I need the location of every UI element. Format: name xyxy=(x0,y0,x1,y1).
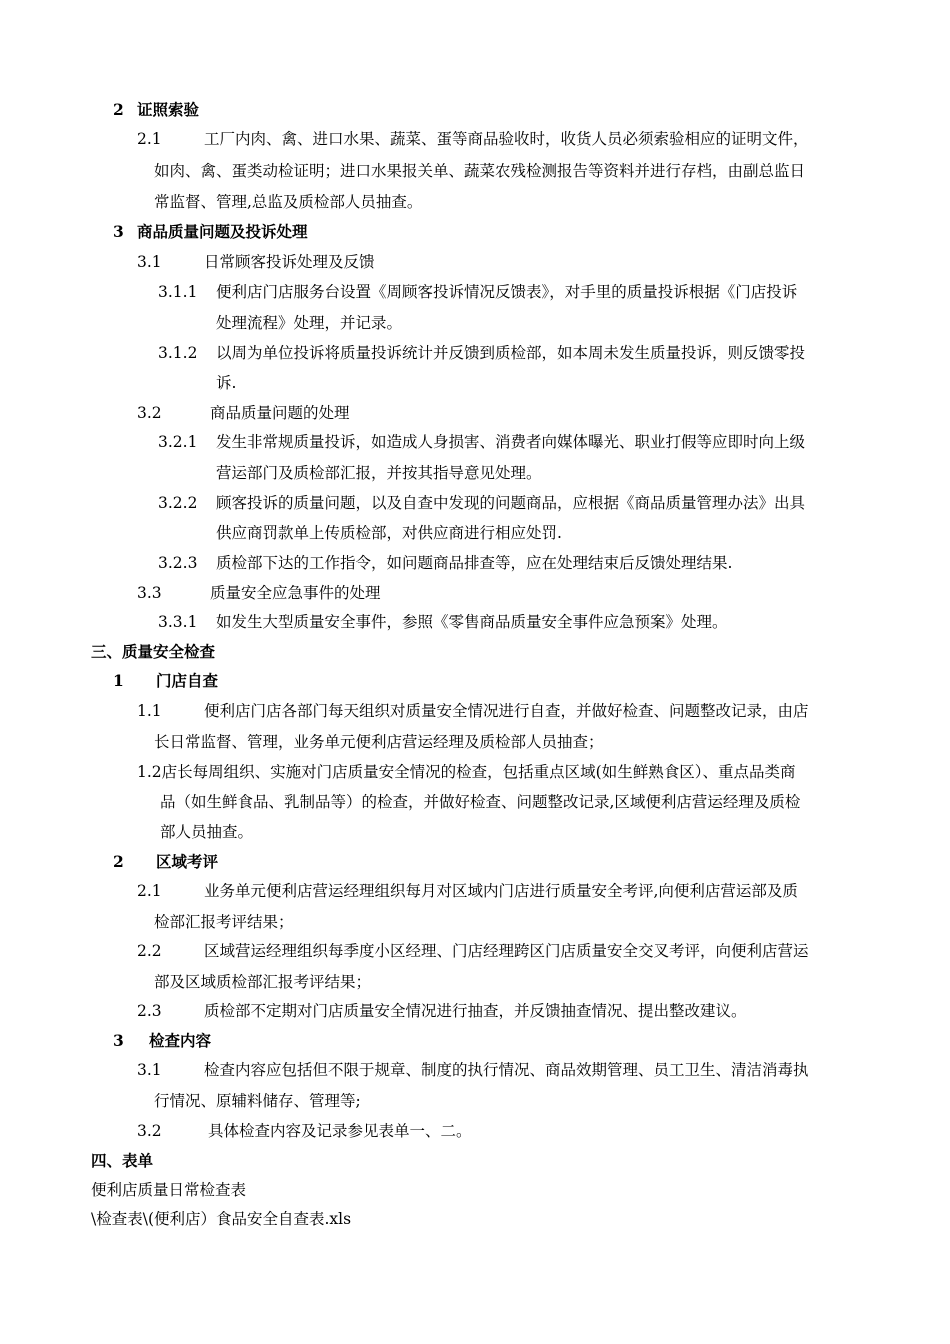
section-heading: 商品质量问题及投诉处理 xyxy=(137,222,308,241)
item-number: 3.2.3 xyxy=(158,554,198,572)
paragraph-line: 具体检查内容及记录参见表单一、二。 xyxy=(208,1122,472,1140)
paragraph-line: 行情况、原辅料储存、管理等; xyxy=(154,1092,361,1110)
section-number: 2 xyxy=(113,852,124,871)
paragraph-line: 发生非常规质量投诉，如造成人身损害、消费者向媒体曝光、职业打假等应即时向上级 xyxy=(216,433,806,451)
subsection-heading: 质量安全应急事件的处理 xyxy=(210,584,381,602)
paragraph-line: 质检部下达的工作指令，如问题商品排查等，应在处理结束后反馈处理结果. xyxy=(216,554,733,572)
paragraph-line: 处理流程》处理，并记录。 xyxy=(216,314,403,332)
paragraph-line: 区域营运经理组织每季度小区经理、门店经理跨区门店质量安全交叉考评，向便利店营运 xyxy=(204,942,809,960)
item-number: 3.1.1 xyxy=(158,283,198,301)
item-number: 3.2 xyxy=(137,404,162,422)
item-number: 2.3 xyxy=(137,1002,162,1020)
section-heading: 证照索验 xyxy=(137,100,200,119)
paragraph-line: 如发生大型质量安全事件，参照《零售商品质量安全事件应急预案》处理。 xyxy=(216,613,728,631)
paragraph-line: 工厂内肉、禽、进口水果、蔬菜、蛋等商品验收时，收货人员必须索验相应的证明文件， xyxy=(204,130,809,148)
paragraph-line: 质检部不定期对门店质量安全情况进行抽查，并反馈抽查情况、提出整改建议。 xyxy=(204,1002,747,1020)
section-number: 1 xyxy=(113,671,124,690)
item-number: 2.1 xyxy=(137,882,162,900)
item-number: 2.1 xyxy=(137,130,162,148)
paragraph-line: 营运部门及质检部汇报，并按其指导意见处理。 xyxy=(216,464,542,482)
file-link[interactable]: \检查表\(便利店）食品安全自查表.xls xyxy=(91,1210,352,1228)
paragraph-line: 供应商罚款单上传质检部，对供应商进行相应处罚. xyxy=(216,524,562,542)
paragraph-line: 便利店门店服务台设置《周顾客投诉情况反馈表》，对手里的质量投诉根据《门店投诉 xyxy=(216,283,798,301)
paragraph-line: 部及区域质检部汇报考评结果； xyxy=(154,973,372,991)
item-number: 3.2.1 xyxy=(158,433,198,451)
paragraph-line: 以周为单位投诉将质量投诉统计并反馈到质检部，如本周未发生质量投诉，则反馈零投 xyxy=(216,344,806,362)
paragraph-line: 业务单元便利店营运经理组织每月对区域内门店进行质量安全考评,向便利店营运部及质 xyxy=(204,882,798,900)
paragraph-line: 品（如生鲜食品、乳制品等）的检查，并做好检查、问题整改记录,区域便利店营运经理及质检 xyxy=(160,793,801,811)
item-number: 3.2.2 xyxy=(158,494,198,512)
subsection-heading: 商品质量问题的处理 xyxy=(210,404,350,422)
paragraph-line: 长日常监督、管理，业务单元便利店营运经理及质检部人员抽查； xyxy=(154,733,604,751)
item-number: 3.1 xyxy=(137,253,162,271)
item-number: 3.1.2 xyxy=(158,344,198,362)
paragraph-line: 诉. xyxy=(216,374,237,392)
paragraph-line: 常监督、管理,总监及质检部人员抽查。 xyxy=(154,193,423,211)
section-number: 2 xyxy=(113,100,124,119)
form-title: 便利店质量日常检查表 xyxy=(91,1181,247,1199)
section-heading: 检查内容 xyxy=(149,1031,212,1050)
paragraph-line: 部人员抽查。 xyxy=(160,823,254,841)
item-number: 3.3 xyxy=(137,584,162,602)
chapter-heading: 四、表单 xyxy=(91,1151,154,1170)
paragraph-line: 1.2店长每周组织、实施对门店质量安全情况的检查，包括重点区域(如生鲜熟食区）、重点品类商 xyxy=(137,763,796,781)
subsection-heading: 日常顾客投诉处理及反馈 xyxy=(204,253,375,271)
section-heading: 门店自查 xyxy=(156,671,219,690)
paragraph-line: 检查内容应包括但不限于规章、制度的执行情况、商品效期管理、员工卫生、清洁消毒执 xyxy=(204,1061,809,1079)
item-number: 1.1 xyxy=(137,702,162,720)
item-number: 3.1 xyxy=(137,1061,162,1079)
item-number: 3.3.1 xyxy=(158,613,198,631)
paragraph-line: 如肉、禽、蛋类动检证明；进口水果报关单、蔬菜农残检测报告等资料并进行存档，由副总监日 xyxy=(154,162,806,180)
section-number: 3 xyxy=(113,1031,124,1050)
item-number: 3.2 xyxy=(137,1122,162,1140)
paragraph-line: 便利店门店各部门每天组织对质量安全情况进行自查，并做好检查、问题整改记录，由店 xyxy=(204,702,809,720)
paragraph-line: 顾客投诉的质量问题，以及自查中发现的问题商品，应根据《商品质量管理办法》出具 xyxy=(216,494,806,512)
section-number: 3 xyxy=(113,222,124,241)
paragraph-line: 检部汇报考评结果； xyxy=(154,913,294,931)
chapter-heading: 三、质量安全检查 xyxy=(91,642,216,661)
item-number: 2.2 xyxy=(137,942,162,960)
section-heading: 区域考评 xyxy=(156,852,219,871)
